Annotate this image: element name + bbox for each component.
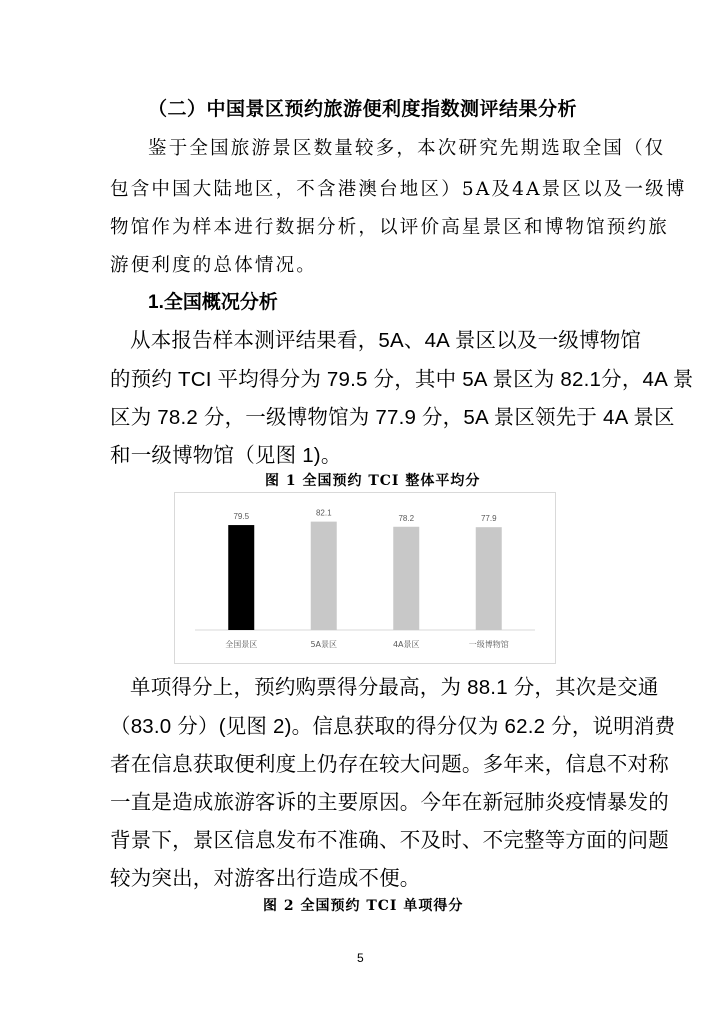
para2-line-1: 单项得分上，预约购票得分最高，为 88.1 分，其次是交通 <box>130 676 659 699</box>
bar-value-label-3: 78.2 <box>398 513 415 523</box>
bar-1 <box>228 525 254 630</box>
para2-line-5: 背景下，景区信息发布不准确、不及时、不完整等方面的问题 <box>110 829 669 852</box>
subheading: 1.全国概况分析 <box>148 292 278 313</box>
figure1-chart-frame <box>174 492 556 664</box>
para1-line-2: 的预约 TCI 平均得分为 79.5 分，其中 5A 景区为 82.1分，4A 景 <box>110 368 694 391</box>
para2-line-2: （83.0 分）(见图 2)。信息获取的得分仅为 62.2 分，说明消费 <box>110 715 676 738</box>
bar-value-label-2: 82.1 <box>315 508 332 518</box>
para1-line-4: 和一级博物馆（见图 1)。 <box>110 444 342 467</box>
intro-line-1: 鉴于全国旅游景区数量较多，本次研究先期选取全国（仅 <box>148 138 666 159</box>
para2-line-3: 者在信息获取便利度上仍存在较大问题。多年来，信息不对称 <box>110 753 669 776</box>
intro-line-3: 物馆作为样本进行数据分析，以评价高星景区和博物馆预约旅 <box>110 217 669 238</box>
figure1-bar-chart <box>175 493 555 663</box>
figure2-caption: 图 2 全国预约 TCI 单项得分 <box>263 898 464 914</box>
category-label-2: 5A景区 <box>310 640 338 649</box>
category-label-3: 4A景区 <box>392 640 420 649</box>
category-label-4: 一级博物馆 <box>468 640 509 649</box>
para2-line-4: 一直是造成旅游客诉的主要原因。今年在新冠肺炎疫情暴发的 <box>110 791 669 814</box>
para1-line-1: 从本报告样本测评结果看，5A、4A 景区以及一级博物馆 <box>130 329 642 352</box>
category-label-1: 全国景区 <box>225 640 258 649</box>
bar-value-label-4: 77.9 <box>480 514 497 524</box>
para2-line-6: 较为突出，对游客出行造成不便。 <box>110 867 421 890</box>
intro-line-4: 游便利度的总体情况。 <box>110 255 318 276</box>
figure1-caption: 图 1 全国预约 TCI 整体平均分 <box>265 473 481 489</box>
bar-4 <box>476 527 502 630</box>
section-heading: （二）中国景区预约旅游便利度指数测评结果分析 <box>148 98 578 120</box>
intro-line-2: 包含中国大陆地区，不含港澳台地区）5A及4A景区以及一级博 <box>110 179 687 200</box>
bar-2 <box>311 522 337 630</box>
bar-value-label-1: 79.5 <box>233 512 250 522</box>
bar-3 <box>393 527 419 630</box>
page-number: 5 <box>357 951 364 965</box>
para1-line-3: 区为 78.2 分，一级博物馆为 77.9 分，5A 景区领先于 4A 景区 <box>110 406 675 429</box>
